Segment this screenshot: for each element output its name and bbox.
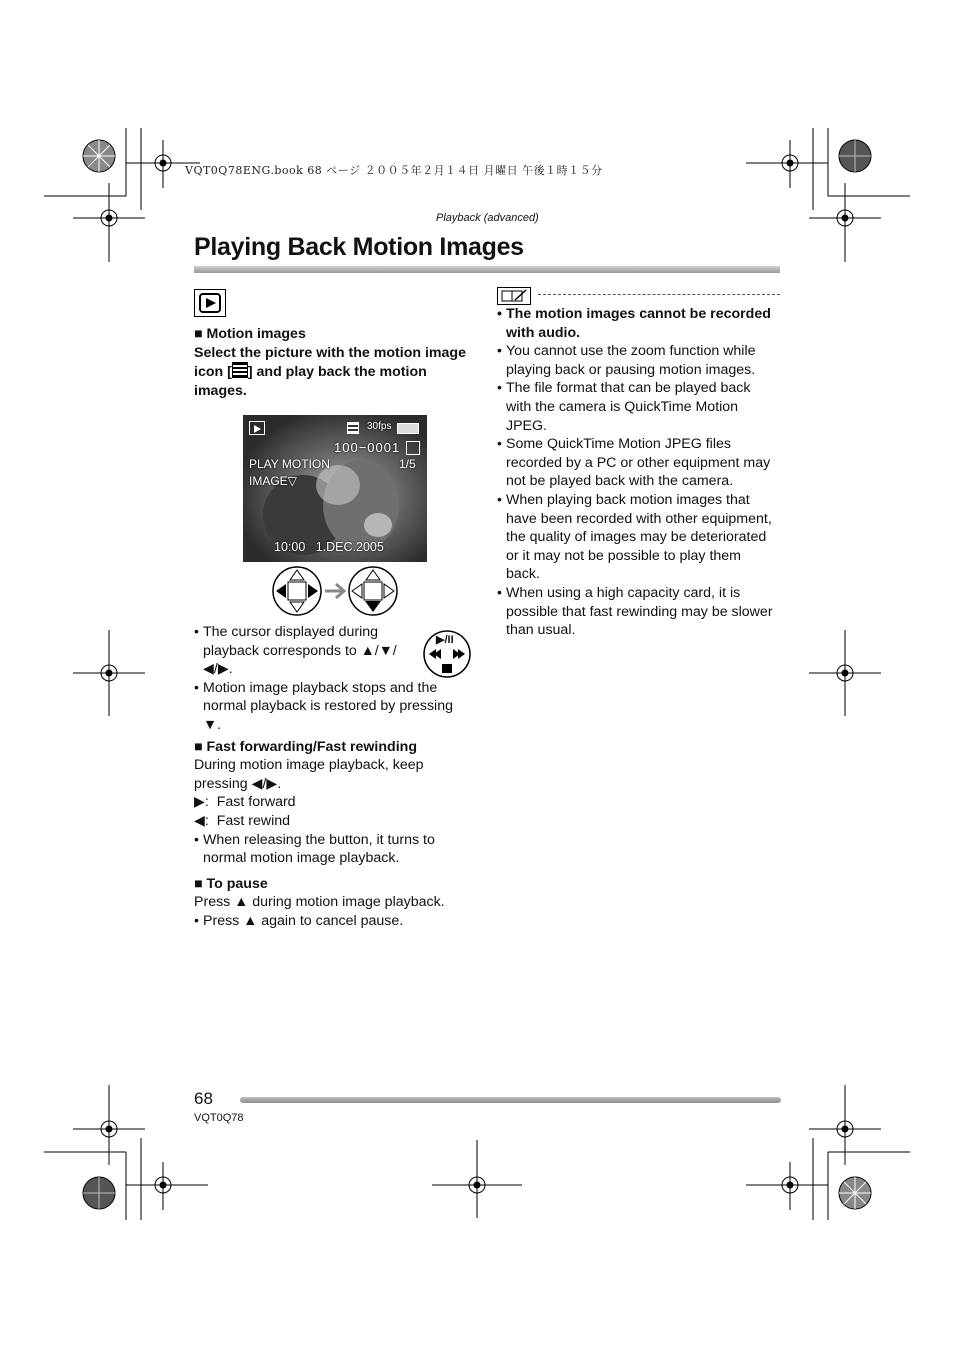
in-memory-icon bbox=[406, 441, 420, 455]
note-item-3: • The file format that can be played back with the camera is QuickTime Motion JPEG. bbox=[497, 379, 782, 435]
picture-count: 1/5 bbox=[399, 457, 416, 471]
play-motion-label: PLAY MOTION bbox=[249, 457, 330, 471]
ff-line-3: ▶: Fast forward bbox=[194, 794, 296, 811]
date-time-stamp: 10:00 1.DEC.2005 bbox=[274, 540, 384, 554]
page-title: Playing Back Motion Images bbox=[194, 233, 524, 261]
film-osd-icon bbox=[347, 422, 359, 434]
cursor-pad-after bbox=[349, 567, 397, 615]
cursor-pad-before bbox=[273, 567, 321, 615]
ff-line-4: ◀: Fast rewind bbox=[194, 812, 291, 829]
ff-line-1: During motion image playback, keep bbox=[194, 757, 424, 774]
motion-intro-line-1: Select the picture with the motion image bbox=[194, 344, 466, 361]
note-item-2: • You cannot use the zoom function while playing back or pausing motion images. bbox=[497, 342, 782, 379]
pause-bullet: • Press ▲ again to cancel pause. bbox=[194, 912, 479, 931]
note-item-6: • When using a high capacity card, it is possible that fast rewinding may be slower than usual. bbox=[497, 584, 782, 640]
cursor-transition-diagram bbox=[270, 564, 402, 618]
left-column-lower bbox=[194, 623, 479, 931]
battery-icon bbox=[397, 423, 419, 434]
section-label: Playback (advanced) bbox=[436, 212, 539, 224]
cursor-bullet: • The cursor displayed during playback corresponds to ▲/▼/ ◀/▶. bbox=[194, 623, 479, 679]
arrow-right-icon bbox=[325, 584, 344, 598]
note-divider bbox=[538, 294, 780, 295]
page-number: 68 bbox=[194, 1089, 213, 1108]
motion-images-heading: ■ Motion images bbox=[194, 325, 479, 344]
note-icon bbox=[497, 287, 531, 305]
footer-rule bbox=[240, 1097, 781, 1103]
motion-intro-line-3: images. bbox=[194, 382, 247, 399]
release-bullet: • When releasing the button, it turns to normal motion image playback. bbox=[194, 831, 479, 868]
title-rule bbox=[194, 266, 780, 273]
note-item-5: • When playing back motion images that have been recorded with other equipment, the quality of images may be deteriorated or it may not be possible to play them back. bbox=[497, 491, 782, 584]
motion-intro-line-2: icon [ ] and play back the motion bbox=[194, 364, 427, 381]
fast-forward-heading: ■ Fast forwarding/Fast rewinding bbox=[194, 738, 479, 757]
note-item-4: • Some QuickTime Motion JPEG files recorded by a PC or other equipment may not be played back with the camera. bbox=[497, 435, 782, 491]
image-label: IMAGE▽ bbox=[249, 474, 297, 488]
notes-list bbox=[497, 305, 782, 640]
file-number: 100−0001 bbox=[334, 440, 401, 455]
motion-image-film-icon bbox=[232, 362, 248, 378]
printer-header: VQT0Q78ENG.book 68 ページ ２００５年２月１４日 月曜日 午後１時１５分 bbox=[185, 164, 603, 177]
stop-bullet: • Motion image playback stops and the normal playback is restored by pressing ▼. bbox=[194, 679, 479, 735]
fps-indicator: 30fps bbox=[367, 421, 392, 432]
play-pause-label: ▶/II bbox=[436, 634, 454, 646]
pause-line: Press ▲ during motion image playback. bbox=[194, 894, 445, 911]
model-code: VQT0Q78 bbox=[194, 1112, 244, 1124]
ff-line-2: pressing ◀/▶. bbox=[194, 775, 282, 792]
note-item-1: • The motion images cannot be recorded with audio. bbox=[497, 305, 782, 342]
play-mode-osd-icon bbox=[249, 421, 265, 435]
camera-lcd-screen bbox=[243, 415, 427, 562]
left-column bbox=[194, 325, 479, 400]
playback-mode-icon bbox=[194, 289, 226, 317]
pause-heading: ■ To pause bbox=[194, 875, 479, 894]
